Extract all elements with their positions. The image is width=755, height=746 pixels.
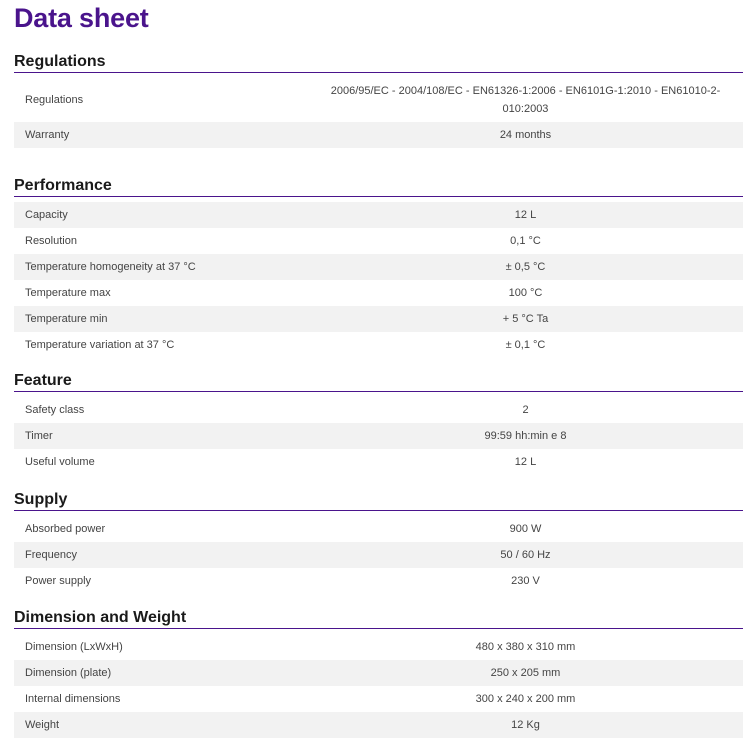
- row-value: 12 Kg: [511, 719, 540, 731]
- section-feature: [14, 370, 743, 489]
- row-label: Resolution: [25, 235, 77, 247]
- row-value: ± 0,1 °C: [505, 339, 546, 351]
- table-row: [14, 78, 743, 122]
- row-label: Temperature homogeneity at 37 °C: [25, 261, 196, 273]
- row-value: 2: [522, 404, 529, 416]
- row-value: ± 0,5 °C: [505, 261, 546, 273]
- section-dimension-and-weight: [14, 607, 743, 738]
- table-row: [14, 280, 743, 306]
- row-label: Capacity: [25, 209, 68, 221]
- row-value: 230 V: [511, 575, 540, 587]
- row-value: 50 / 60 Hz: [500, 549, 551, 561]
- table-row: [14, 332, 743, 358]
- row-label: Dimension (plate): [25, 667, 112, 679]
- table-row: [14, 122, 743, 148]
- table-row: [14, 306, 743, 332]
- row-label: Temperature variation at 37 °C: [25, 339, 175, 351]
- row-label: Temperature min: [25, 313, 108, 325]
- row-label: Regulations: [25, 94, 84, 106]
- section-supply: [14, 489, 743, 607]
- row-label: Warranty: [25, 129, 70, 141]
- row-label: Internal dimensions: [25, 693, 121, 705]
- section-title: Regulations: [14, 51, 743, 73]
- data-sheet-page: [14, 0, 743, 738]
- table-row: [14, 423, 743, 449]
- row-label: Absorbed power: [25, 523, 106, 535]
- table-row: [14, 542, 743, 568]
- row-label: Useful volume: [25, 456, 95, 468]
- table-row: [14, 202, 743, 228]
- row-label: Dimension (LxWxH): [25, 641, 123, 653]
- table-row: [14, 254, 743, 280]
- table-row: [14, 686, 743, 712]
- row-label: Safety class: [25, 404, 85, 416]
- section-performance: [14, 175, 743, 370]
- row-label: Temperature max: [25, 287, 111, 299]
- row-value: 300 x 240 x 200 mm: [475, 693, 576, 705]
- table-row: [14, 712, 743, 738]
- row-label: Power supply: [25, 575, 92, 587]
- section-title: Supply: [14, 489, 743, 511]
- page-title: Data sheet: [14, 3, 149, 33]
- section-title: Dimension and Weight: [14, 607, 743, 629]
- table-row: [14, 397, 743, 423]
- table-row: [14, 449, 743, 475]
- row-value: 480 x 380 x 310 mm: [475, 641, 576, 653]
- row-label: Weight: [25, 719, 60, 731]
- section-regulations: [14, 51, 743, 175]
- section-title: Performance: [14, 175, 743, 197]
- table-row: [14, 516, 743, 542]
- row-value: 99:59 hh:min e 8: [484, 430, 567, 442]
- row-value: 0,1 °C: [510, 235, 541, 247]
- section-title: Feature: [14, 370, 743, 392]
- row-value: 12 L: [514, 456, 537, 468]
- row-label: Timer: [25, 430, 53, 442]
- row-value: 250 x 205 mm: [490, 667, 561, 679]
- table-row: [14, 568, 743, 594]
- table-row: [14, 634, 743, 660]
- row-value: 900 W: [509, 523, 542, 535]
- row-value: 24 months: [499, 129, 552, 141]
- row-label: Frequency: [25, 549, 77, 561]
- row-value: 12 L: [514, 209, 537, 221]
- row-value: 2006/95/EC - 2004/108/EC - EN61326-1:2006 - EN6101G-1:2010 - EN61010-2-010:2003: [330, 85, 721, 115]
- row-value: + 5 °C Ta: [502, 313, 549, 325]
- table-row: [14, 228, 743, 254]
- table-row: [14, 660, 743, 686]
- row-value: 100 °C: [508, 287, 543, 299]
